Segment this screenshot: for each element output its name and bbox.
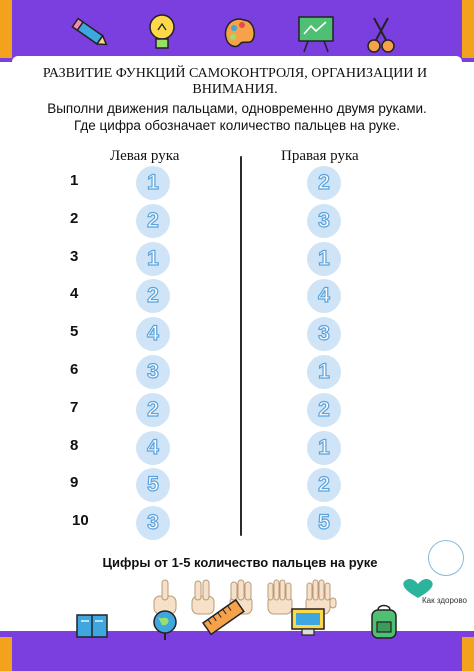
bottom-right-accent bbox=[462, 637, 474, 671]
left-hand-circle: 1 bbox=[136, 166, 170, 200]
right-hand-circle: 3 bbox=[307, 317, 341, 351]
right-hand-circle: 2 bbox=[307, 468, 341, 502]
right-hand-header: Правая рука bbox=[281, 148, 359, 164]
left-hand-circle: 5 bbox=[136, 468, 170, 502]
row-number: 6 bbox=[70, 361, 79, 378]
left-hand-circle: 1 bbox=[136, 242, 170, 276]
left-hand-circle: 3 bbox=[136, 506, 170, 540]
left-hand-header: Левая рука bbox=[110, 148, 180, 164]
worksheet-title: РАЗВИТИЕ ФУНКЦИЙ САМОКОНТРОЛЯ, ОРГАНИЗАЦИИ И ВНИМАНИЯ. bbox=[42, 66, 428, 97]
scissors-icon bbox=[364, 14, 398, 56]
right-hand-circle: 2 bbox=[307, 166, 341, 200]
row-number: 7 bbox=[70, 398, 79, 416]
row-number: 1 bbox=[70, 172, 79, 189]
left-hand-circle: 3 bbox=[136, 355, 170, 389]
row-number: 3 bbox=[70, 247, 79, 265]
left-hand-circle: 2 bbox=[136, 279, 170, 313]
chalkboard-icon bbox=[296, 14, 336, 54]
row-number: 8 bbox=[70, 436, 79, 454]
instruction-line-2: Где цифра обозначает количество пальцев на руке. bbox=[74, 118, 400, 133]
lightbulb-icon bbox=[146, 12, 178, 54]
left-hand-circle: 2 bbox=[136, 393, 170, 427]
right-hand-circle: 1 bbox=[307, 431, 341, 465]
column-divider bbox=[240, 156, 242, 536]
backpack-icon bbox=[366, 602, 402, 640]
computer-icon bbox=[288, 606, 328, 640]
right-hand-circle: 2 bbox=[307, 393, 341, 427]
bottom-left-accent bbox=[0, 637, 12, 671]
row-number: 5 bbox=[70, 323, 79, 341]
pencil-icon bbox=[68, 14, 112, 52]
right-hand-circle: 1 bbox=[307, 242, 341, 276]
ruler-icon bbox=[200, 596, 248, 640]
left-hand-circle: 4 bbox=[136, 317, 170, 351]
footer-caption: Цифры от 1-5 количество пальцев на руке bbox=[102, 555, 378, 570]
row-number: 10 bbox=[72, 512, 89, 530]
instruction-line-1: Выполни движения пальцами, одновременно двумя руками. bbox=[47, 101, 427, 116]
top-left-accent bbox=[0, 0, 12, 58]
globe-icon bbox=[148, 608, 182, 642]
top-right-accent bbox=[462, 0, 474, 58]
right-hand-circle: 3 bbox=[307, 204, 341, 238]
row-number: 9 bbox=[70, 474, 79, 492]
palette-icon bbox=[222, 16, 258, 52]
left-hand-circle: 2 bbox=[136, 204, 170, 238]
instructions bbox=[20, 100, 454, 134]
watermark-text: Как здорово bbox=[422, 596, 467, 605]
right-hand-circle: 1 bbox=[307, 355, 341, 389]
right-hand-circle: 5 bbox=[307, 506, 341, 540]
row-number: 2 bbox=[70, 209, 79, 227]
left-hand-circle: 4 bbox=[136, 431, 170, 465]
row-number: 4 bbox=[70, 285, 79, 303]
book-icon bbox=[74, 610, 110, 640]
right-hand-circle: 4 bbox=[307, 279, 341, 313]
watermark-logo bbox=[428, 540, 464, 576]
